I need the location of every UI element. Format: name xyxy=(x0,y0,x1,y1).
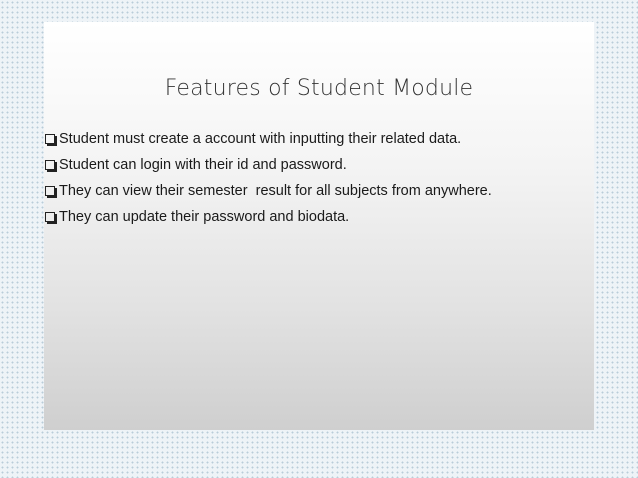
slide xyxy=(44,22,594,430)
bullet-text: Student can login with their id and password. xyxy=(59,157,347,173)
square-bullet-icon xyxy=(45,212,55,222)
bullet-text: Student must create a account with inputting their related data. xyxy=(59,131,462,147)
square-bullet-icon xyxy=(45,186,55,196)
square-bullet-icon xyxy=(45,134,55,144)
bullet-item xyxy=(44,126,594,152)
square-bullet-icon xyxy=(45,160,55,170)
bullet-item xyxy=(44,178,594,204)
bullet-text: They can view their semester result for all subjects from anywhere. xyxy=(59,183,492,199)
slide-title: Features of Student Module xyxy=(164,76,474,101)
bullet-item xyxy=(44,152,594,178)
slide-content xyxy=(44,126,594,430)
bullet-item xyxy=(44,204,594,230)
bullet-list xyxy=(44,126,594,230)
bullet-text: They can update their password and biodata. xyxy=(59,209,350,225)
